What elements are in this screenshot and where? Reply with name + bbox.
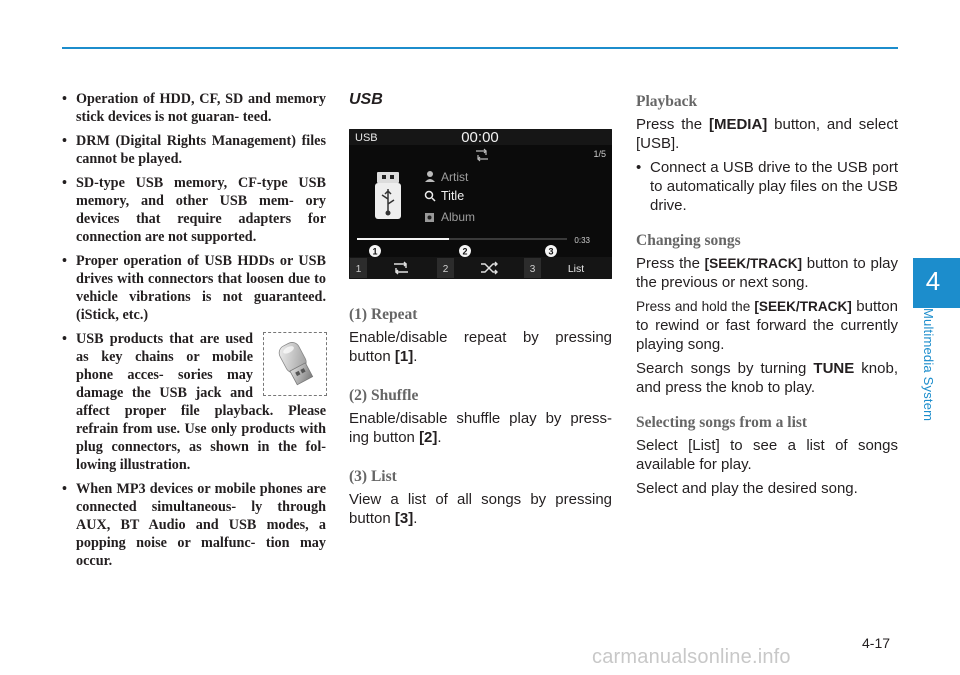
repeat-paragraph: [349, 328, 612, 366]
caution-bullet-with-image: [62, 330, 326, 474]
callout-2-text: 2: [462, 246, 468, 257]
repeat-text: Enable/disable repeat by pressing button: [349, 329, 612, 365]
changing-post: button to play the previous or next song.: [636, 255, 898, 291]
list-text: View a list of all songs by pressing button: [349, 491, 612, 527]
usb-column: [349, 90, 612, 528]
song-title-text: Title: [441, 189, 465, 203]
usb-screen-svg: [349, 129, 612, 279]
screen-clock: 00:00: [461, 129, 499, 146]
list-heading: (3) List: [349, 468, 397, 485]
chapter-number: 4: [925, 266, 941, 296]
shuffle-text: Enable/disable shuffle play by press- ing button: [349, 410, 612, 446]
tune-key: TUNE: [813, 360, 855, 377]
playback-bullet: • Connect a USB drive to the USB port to automatically play files on the USB drive.: [636, 158, 898, 215]
shuffle-paragraph: [349, 409, 612, 447]
search-post: knob, and press the knob to play.: [636, 360, 898, 396]
usb-screen-illustration: [349, 129, 612, 279]
chapter-label-wrap: [921, 308, 948, 436]
hold-post: button to rewind or fast forward the currently playing song.: [636, 298, 898, 353]
caution-bullet: • Proper operation of USB HDDs or USB drives with connectors that loosen due to vehicle vibrations is not guaranteed. (iStick, etc.): [62, 252, 326, 324]
select-heading: Selecting songs from a list: [636, 414, 808, 431]
callout-1: [369, 245, 381, 257]
playback-heading: Playback: [636, 93, 698, 110]
changing-heading: Changing songs: [636, 232, 741, 249]
seek-track-key: [SEEK/TRACK]: [754, 299, 852, 314]
playback-pre: Press the: [636, 116, 709, 133]
usb-stick-illustration: [263, 332, 327, 396]
usb-device-icon: [375, 172, 401, 219]
track-count: 1/5: [593, 149, 606, 159]
hold-paragraph: [636, 297, 898, 354]
shuffle-key: [2]: [419, 429, 438, 446]
top-rule: [62, 47, 898, 49]
repeat-key: [1]: [394, 348, 414, 365]
button-3-label: 3: [529, 264, 536, 275]
caution-bullet: • SD-type USB memory, CF-type USB memory, and other USB mem- ory devices that require adapters for connection are not supported.: [62, 174, 326, 246]
progress-fill: [357, 238, 449, 240]
chapter-label: Multimedia System: [921, 308, 936, 422]
album-text: Album: [441, 210, 476, 224]
select-paragraph-2: Select and play the desired song.: [636, 480, 858, 497]
caution-bullet: • DRM (Digital Rights Management) files cannot be played.: [62, 132, 326, 168]
callout-3: [545, 245, 557, 257]
section-title: USB: [349, 91, 383, 108]
seek-track-key: [SEEK/TRACK]: [704, 256, 803, 271]
changing-pre: Press the: [636, 255, 705, 272]
search-pre: Search songs by turning: [636, 360, 814, 377]
caution-text: USB products that are used as key chains or mobile phone acces- sories may damage the USB jack and affect proper file playback. Please refrain from use. Use only products with plug connectors, as shown in the fol- lowing illustration.: [76, 331, 326, 473]
button-1-label: 1: [355, 264, 362, 275]
select-paragraph-1: Select [List] to see a list of songs available for play.: [636, 437, 898, 473]
caution-bullet: • Operation of HDD, CF, SD and memory stick devices is not guaran- teed.: [62, 90, 326, 126]
album-icon: [425, 213, 434, 222]
page-number: 4-17: [862, 635, 891, 651]
shuffle-heading: (2) Shuffle: [349, 387, 419, 404]
callout-3-text: 3: [548, 246, 554, 257]
cautions-column: [62, 90, 326, 576]
watermark: carmanualsonline.info: [592, 646, 791, 668]
period: .: [413, 348, 418, 365]
media-key: [MEDIA]: [708, 116, 768, 133]
period: .: [437, 429, 442, 446]
chapter-tab: [913, 258, 960, 308]
list-paragraph: [349, 490, 612, 528]
search-paragraph: [636, 359, 898, 397]
callout-2: [459, 245, 471, 257]
hold-pre: Press and hold the: [636, 299, 755, 314]
repeat-heading: (1) Repeat: [349, 306, 418, 323]
period: .: [413, 510, 418, 527]
playback-post: button, and select [USB].: [636, 116, 898, 152]
button-2-label: 2: [442, 264, 449, 275]
changing-paragraph: [636, 254, 898, 292]
elapsed-time: 0:33: [574, 236, 590, 245]
list-button[interactable]: List: [567, 263, 585, 275]
caution-bullet: • When MP3 devices or mobile phones are connected simultaneous- ly through AUX, BT Audio and USB modes, a popping noise or malfunc- tion may occur.: [62, 480, 326, 570]
list-key: [3]: [394, 510, 414, 527]
playback-column: [636, 92, 898, 503]
callout-1-text: 1: [372, 246, 378, 257]
playback-paragraph: [636, 115, 898, 153]
screen-source: USB: [355, 132, 378, 144]
artist-text: Artist: [441, 170, 469, 184]
